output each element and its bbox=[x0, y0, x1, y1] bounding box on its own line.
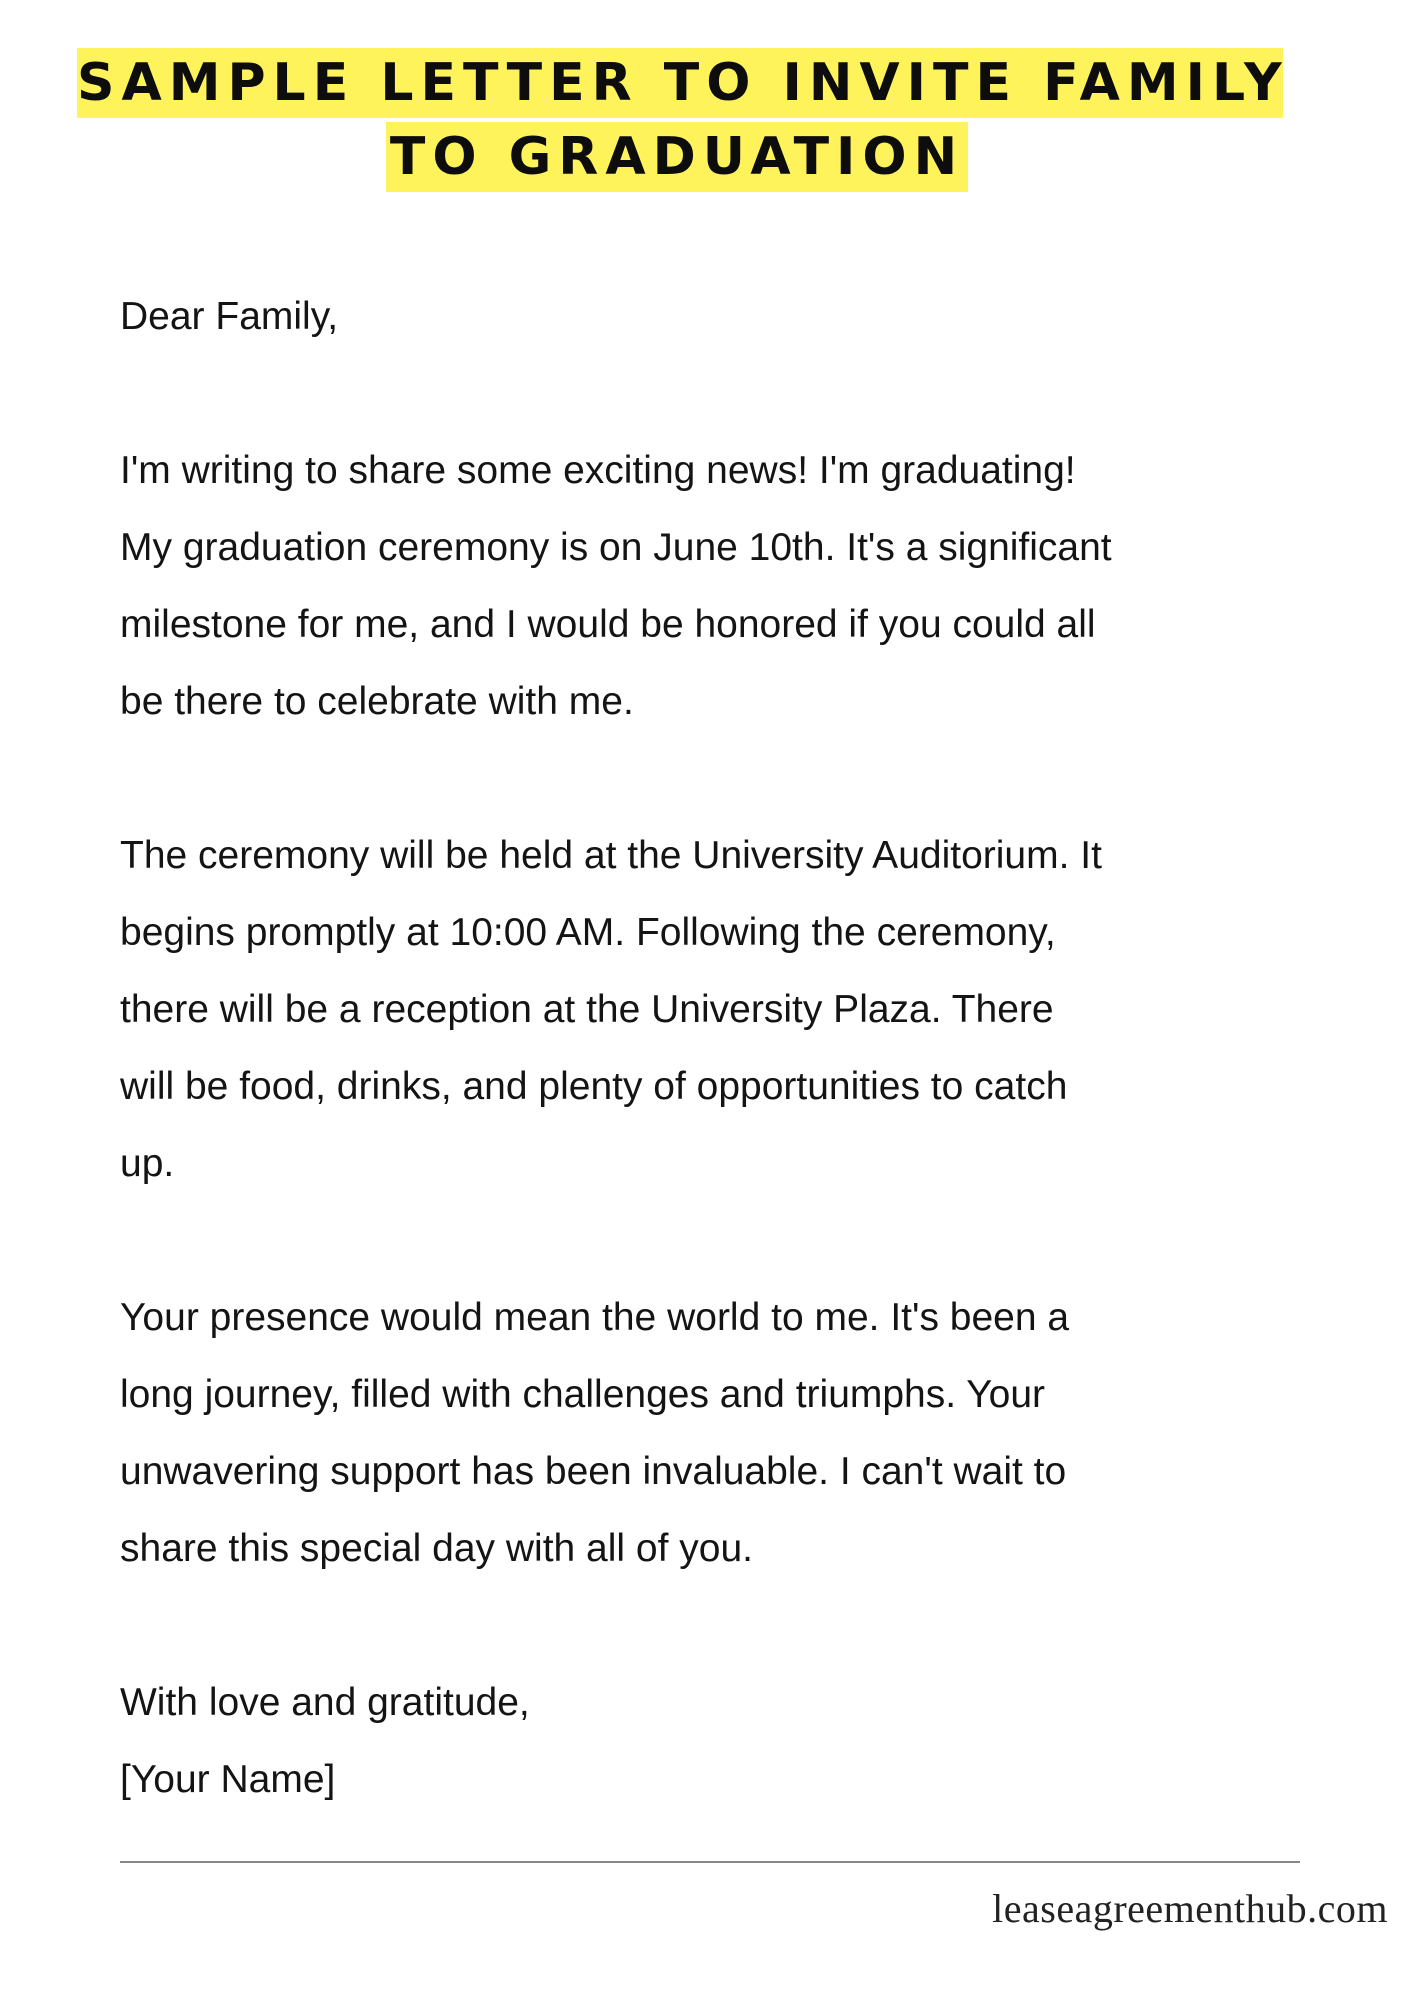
paragraph-3 bbox=[120, 1279, 1360, 1587]
paragraph-line: up. bbox=[120, 1142, 175, 1185]
paragraph-2 bbox=[120, 817, 1360, 1202]
letter-body bbox=[120, 278, 1360, 1818]
paragraph-line: milestone for me, and I would be honored if you could all bbox=[120, 603, 1096, 646]
paragraph-line: begins promptly at 10:00 AM. Following the ceremony, bbox=[120, 911, 1056, 954]
paragraph-line: The ceremony will be held at the University Auditorium. It bbox=[120, 834, 1102, 877]
title-line-1: SAMPLE LETTER TO INVITE FAMILY bbox=[77, 48, 1283, 118]
paragraph-line: Your presence would mean the world to me. It's been a bbox=[120, 1296, 1070, 1339]
paragraph-line: unwavering support has been invaluable. I can't wait to bbox=[120, 1450, 1067, 1493]
paragraph-line: long journey, filled with challenges and triumphs. Your bbox=[120, 1373, 1046, 1416]
signature-placeholder: [Your Name] bbox=[120, 1758, 336, 1801]
footer-divider bbox=[120, 1861, 1300, 1863]
paragraph-line: My graduation ceremony is on June 10th. It's a significant bbox=[120, 526, 1112, 569]
salutation: Dear Family, bbox=[120, 295, 339, 338]
paragraph-line: will be food, drinks, and plenty of opportunities to catch bbox=[120, 1065, 1068, 1108]
footer-site-name: leaseagreementhub.com bbox=[992, 1886, 1388, 1931]
paragraph-1 bbox=[120, 432, 1360, 740]
title-line-2: TO GRADUATION bbox=[386, 122, 968, 192]
paragraph-line: I'm writing to share some exciting news! I'm graduating! bbox=[120, 449, 1076, 492]
paragraph-line: share this special day with all of you. bbox=[120, 1527, 753, 1570]
paragraph-line: be there to celebrate with me. bbox=[120, 680, 634, 723]
closing: With love and gratitude, bbox=[120, 1681, 530, 1724]
paragraph-line: there will be a reception at the University Plaza. There bbox=[120, 988, 1054, 1031]
